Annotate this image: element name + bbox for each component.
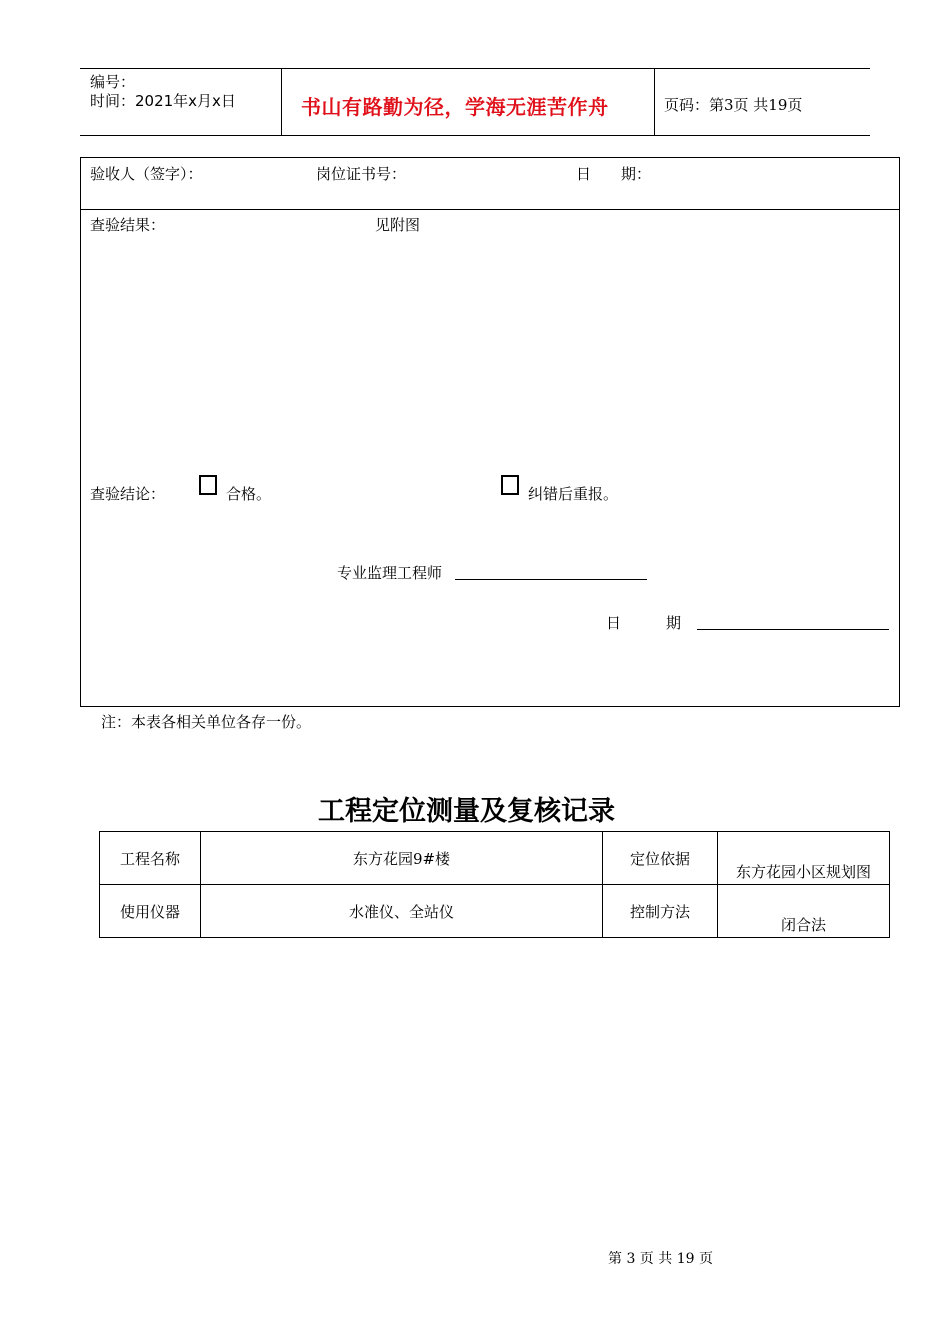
- header-time-label: 时间：2021年x月x日: [90, 92, 236, 110]
- engineer-date-line: [697, 629, 889, 630]
- record-title: 工程定位测量及复核记录: [318, 796, 615, 827]
- acceptance-row-separator: [81, 209, 899, 210]
- header-page-info: 页码：第3页 共19页: [664, 96, 803, 114]
- pass-option-label: 合格。: [226, 485, 272, 503]
- table-row: [100, 885, 890, 938]
- header-bottom-rule: [80, 135, 870, 136]
- header-number-label: 编号：: [90, 73, 136, 91]
- table-row: [100, 832, 890, 885]
- cert-label: 岗位证书号：: [316, 165, 407, 183]
- resubmit-option-label: 纠错后重报。: [528, 485, 619, 503]
- basis-label: 定位依据: [603, 832, 718, 885]
- project-name-label: 工程名称: [100, 832, 201, 885]
- result-label: 查验结果：: [90, 216, 166, 234]
- basis-value: 东方花园小区规划图: [718, 832, 890, 885]
- header-divider-left: [281, 68, 282, 135]
- page-footer: 第 3 页 共 19 页: [608, 1251, 713, 1267]
- instrument-label: 使用仪器: [100, 885, 201, 938]
- acceptance-box: [80, 157, 900, 707]
- note: 注：本表各相关单位各存一份。: [101, 713, 312, 731]
- pass-checkbox[interactable]: [199, 475, 217, 495]
- control-method-label: 控制方法: [603, 885, 718, 938]
- project-name-value: 东方花园9#楼: [201, 832, 603, 885]
- signer-label: 验收人（签字）：: [90, 165, 203, 183]
- control-method-value: 闭合法: [718, 885, 890, 938]
- engineer-signature-line: [455, 579, 647, 580]
- conclusion-label: 查验结论：: [90, 485, 166, 503]
- instrument-value: 水准仪、全站仪: [201, 885, 603, 938]
- result-value: 见附图: [375, 216, 421, 234]
- engineer-label: 专业监理工程师: [337, 564, 443, 582]
- record-table: [99, 831, 890, 938]
- engineer-date-label: 日 期: [606, 614, 682, 632]
- resubmit-checkbox[interactable]: [501, 475, 519, 495]
- header-motto: 书山有路勤为径，学海无涯苦作舟: [301, 95, 609, 119]
- header-divider-right: [654, 68, 655, 135]
- date-label: 日 期：: [576, 165, 652, 183]
- header-top-rule: [80, 68, 870, 69]
